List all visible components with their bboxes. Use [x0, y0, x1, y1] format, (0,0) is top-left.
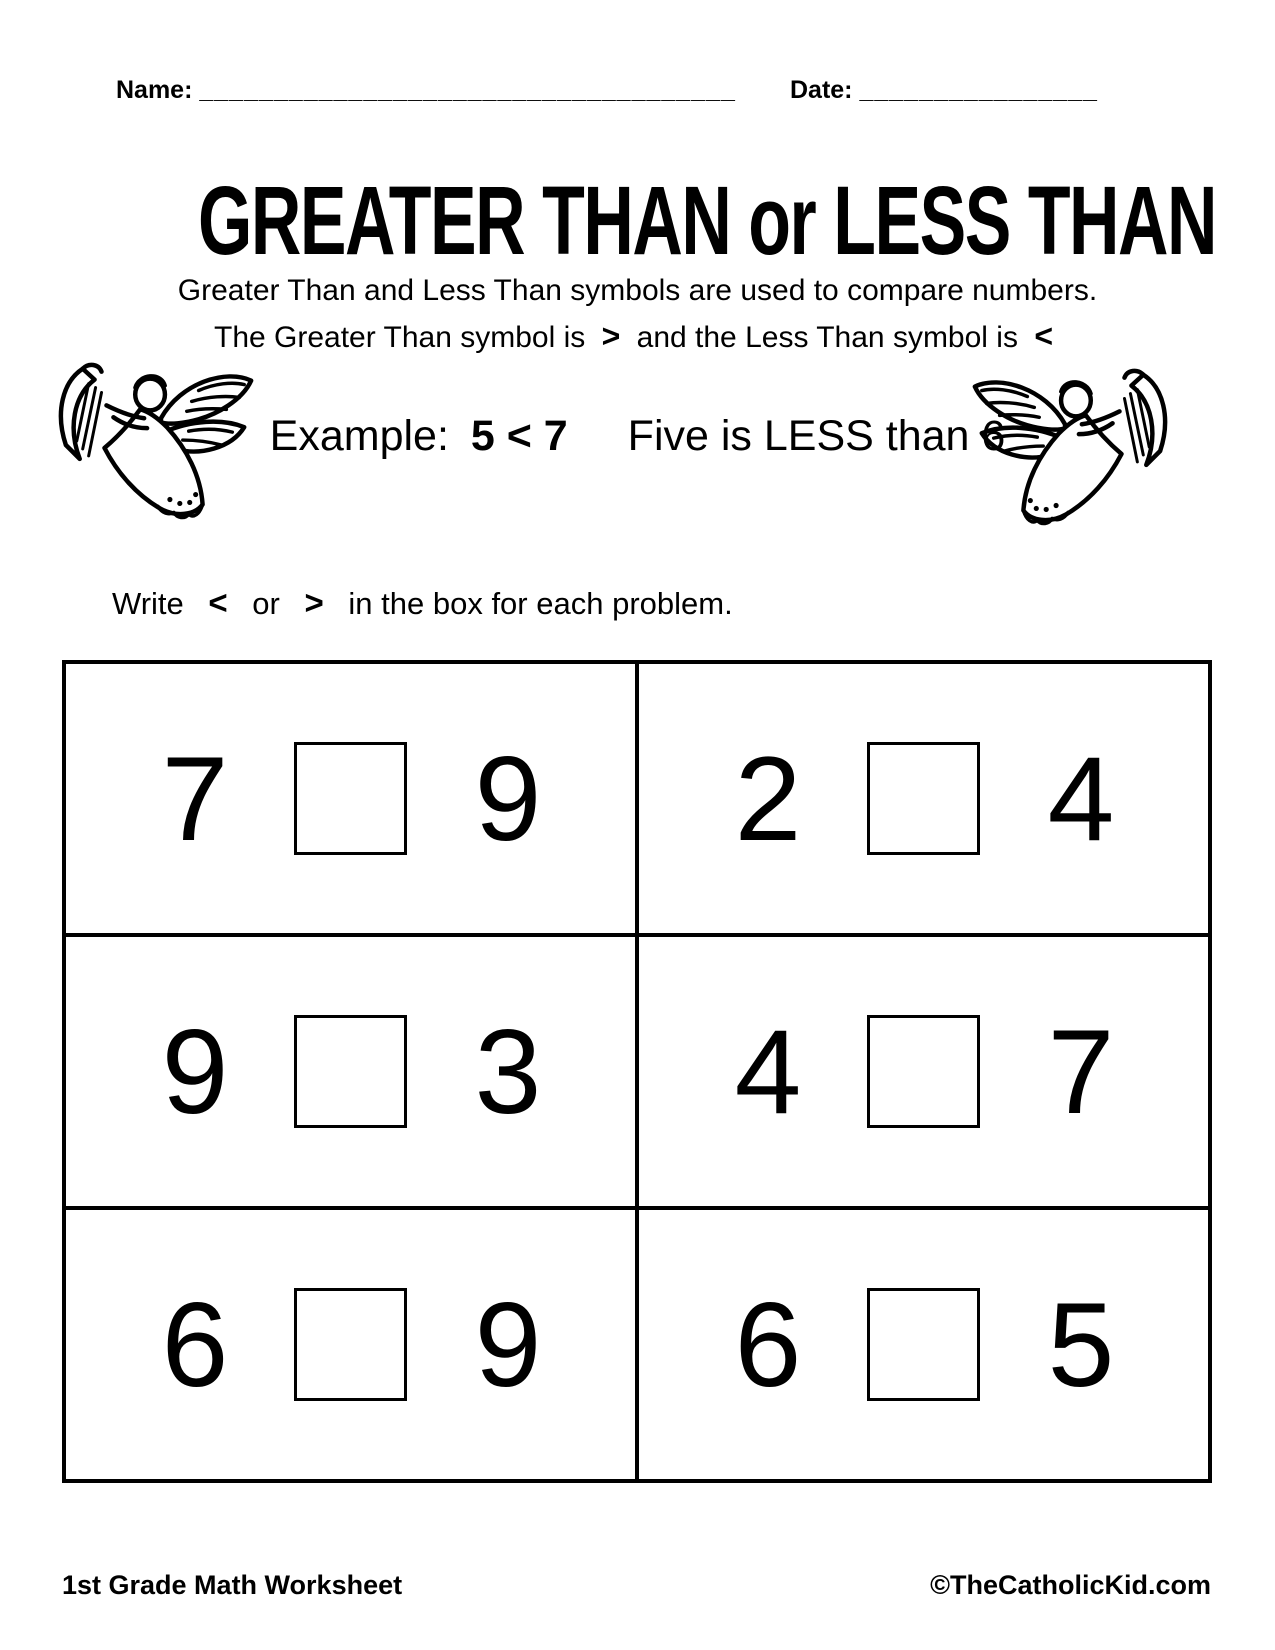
- right-number: 5: [1047, 1277, 1113, 1412]
- greater-than-icon: >: [601, 318, 621, 354]
- page-title: [0, 166, 1275, 275]
- left-number: 7: [161, 731, 227, 866]
- left-number: 6: [734, 1277, 800, 1412]
- example-line: [0, 412, 1275, 461]
- problem-cell: [66, 1210, 635, 1479]
- greater-than-icon: >: [304, 584, 324, 621]
- problem-cell: [66, 664, 635, 933]
- name-input-line[interactable]: ____________________________________: [199, 76, 736, 104]
- example-expression: 5 < 7: [470, 412, 568, 460]
- answer-box[interactable]: [867, 742, 980, 855]
- instruction-middle: or: [252, 586, 280, 621]
- answer-box[interactable]: [294, 1288, 407, 1401]
- right-number: 4: [1047, 731, 1113, 866]
- less-than-icon: <: [208, 584, 228, 621]
- problem-cell: [639, 1210, 1208, 1479]
- right-number: 9: [474, 1277, 540, 1412]
- left-number: 6: [161, 1277, 227, 1412]
- date-label: Date:: [790, 76, 853, 104]
- problem-cell: [639, 664, 1208, 933]
- intro-line-2: [0, 318, 1275, 355]
- date-field: [790, 76, 1098, 105]
- intro-line-2-middle: and the Less Than symbol is: [636, 321, 1018, 354]
- name-field: [116, 76, 736, 105]
- answer-box[interactable]: [867, 1015, 980, 1128]
- left-number: 4: [734, 1004, 800, 1139]
- answer-box[interactable]: [294, 742, 407, 855]
- answer-box[interactable]: [867, 1288, 980, 1401]
- less-than-icon: <: [1034, 318, 1053, 354]
- example-label: Example:: [269, 412, 449, 460]
- left-number: 2: [734, 731, 800, 866]
- answer-box[interactable]: [294, 1015, 407, 1128]
- right-number: 9: [474, 731, 540, 866]
- name-label: Name:: [116, 76, 193, 104]
- instruction-prefix: Write: [112, 586, 184, 621]
- example-sentence: Five is LESS than 6: [627, 412, 1006, 460]
- problem-cell: [66, 937, 635, 1206]
- footer-worksheet-label: 1st Grade Math Worksheet: [62, 1570, 403, 1600]
- intro-line-2-before: The Greater Than symbol is: [214, 321, 586, 354]
- problems-grid: [62, 660, 1212, 1483]
- instruction-suffix: in the box for each problem.: [348, 586, 733, 621]
- right-number: 3: [474, 1004, 540, 1139]
- problem-cell: [639, 937, 1208, 1206]
- instruction-line: [112, 584, 733, 622]
- page-title-text: GREATER THAN or LESS THAN: [197, 166, 1217, 275]
- left-number: 9: [161, 1004, 227, 1139]
- footer-copyright: ©TheCatholicKid.com: [930, 1570, 1211, 1600]
- right-number: 7: [1047, 1004, 1113, 1139]
- intro-line-1: Greater Than and Less Than symbols are used to compare numbers.: [177, 274, 1098, 307]
- date-input-line[interactable]: ________________: [859, 76, 1098, 104]
